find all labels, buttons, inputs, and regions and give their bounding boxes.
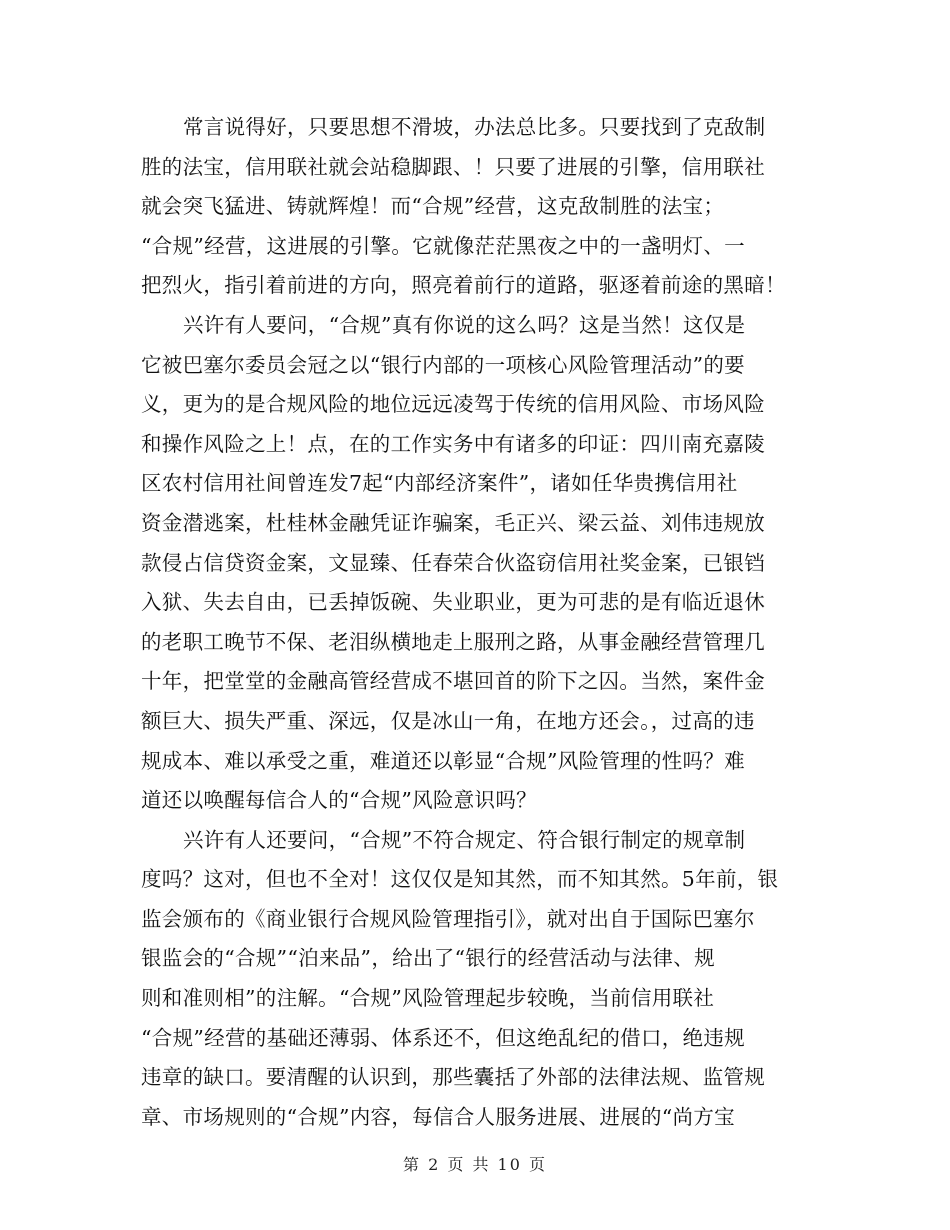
text-line: 的老职工晚节不保、老泪纵横地走上服刑之路，从事金融经营管理几 bbox=[141, 629, 765, 654]
page-footer: 第 2 页 共 10 页 bbox=[403, 1155, 547, 1174]
text-line: 资金潜逃案，杜桂林金融凭证诈骗案，毛正兴、梁云益、刘伟违规放 bbox=[141, 510, 765, 535]
text-line: 和操作风险之上！点，在的工作实务中有诸多的印证：四川南充嘉陵 bbox=[141, 431, 765, 456]
text-line: 兴许有人要问，“合规”真有你说的这么吗？这是当然！这仅是 bbox=[183, 312, 746, 337]
text-line: 区农村信用社间曾连发7起“内部经济案件”，诸如任华贵携信用社 bbox=[141, 471, 738, 496]
text-line: “合规”经营的基础还薄弱、体系还不，但这绝乱纪的借口，绝违规 bbox=[141, 1025, 745, 1050]
text-line: 银监会的“合规”“泊来品”，给出了“银行的经营活动与法律、规 bbox=[141, 946, 715, 971]
text-line: 就会突飞猛进、铸就辉煌！而“合规”经营，这克敌制胜的法宝； bbox=[141, 194, 725, 219]
body-text bbox=[141, 108, 806, 1137]
text-line: 它被巴塞尔委员会冠之以“银行内部的一项核心风险管理活动”的要 bbox=[141, 352, 745, 377]
text-line: “合规”经营，这进展的引擎。它就像茫茫黑夜之中的一盏明灯、一 bbox=[141, 233, 745, 258]
text-line: 兴许有人还要问，“合规”不符合规定、符合银行制定的规章制 bbox=[183, 827, 746, 852]
text-line: 十年，把堂堂的金融高管经营成不堪回首的阶下之囚。当然，案件金 bbox=[141, 669, 765, 694]
text-line: 违章的缺口。要清醒的认识到，那些囊括了外部的法律法规、监管规 bbox=[141, 1065, 765, 1090]
text-line: 监会颁布的《商业银行合规风险管理指引》，就对出自于国际巴塞尔 bbox=[141, 906, 755, 931]
text-line: 则和准则相”的注解。“合规”风险管理起步较晚，当前信用联社 bbox=[141, 986, 715, 1011]
text-line: 义，更为的是合规风险的地位远远凌驾于传统的信用风险、市场风险 bbox=[141, 392, 765, 417]
text-line: 道还以唤醒每信合人的“合规”风险意识吗？ bbox=[141, 788, 537, 813]
text-line: 度吗？这对，但也不全对！这仅仅是知其然，而不知其然。5年前，银 bbox=[141, 867, 779, 892]
text-line: 款侵占信贷资金案，文显臻、任春荣合伙盗窃信用社奖金案，已银铛 bbox=[141, 550, 765, 575]
text-line: 常言说得好，只要思想不滑坡，办法总比多。只要找到了克敌制 bbox=[183, 115, 766, 139]
text-line: 规成本、难以承受之重，难道还以彰显“合规”风险管理的性吗？难 bbox=[141, 748, 745, 773]
text-line: 胜的法宝，信用联社就会站稳脚跟、！只要了进展的引擎，信用联社 bbox=[141, 154, 765, 179]
text-line: 章、市场规则的“合规”内容，每信合人服务进展、进展的“尚方宝 bbox=[141, 1104, 735, 1129]
text-line: 额巨大、损失严重、深远，仅是冰山一角，在地方还会。，过高的违 bbox=[141, 708, 755, 733]
text-line: 把烈火，指引着前进的方向，照亮着前行的道路，驱逐着前途的黑暗！ bbox=[141, 273, 786, 298]
text-line: 入狱、失去自由，已丢掉饭碗、失业职业，更为可悲的是有临近退休 bbox=[141, 590, 765, 615]
